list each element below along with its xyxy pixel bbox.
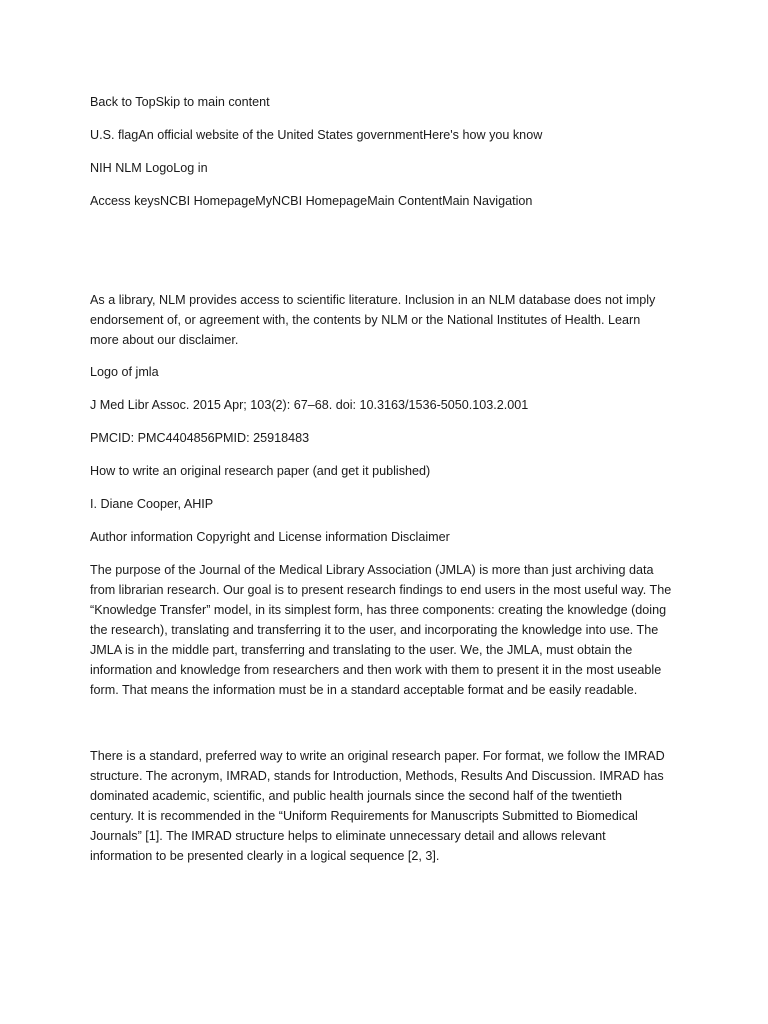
pmid: PMID: 25918483 [214, 431, 310, 445]
paragraph-line: information and knowledge from researchers and then work with them to present it in the most useable [90, 663, 662, 677]
paragraph-line: “Knowledge Transfer” model, in its simplest form, has three components: creating the knowledge (doing [90, 603, 667, 617]
article-author[interactable]: I. Diane Cooper, AHIP [90, 497, 214, 511]
body-paragraph-2 [90, 746, 690, 866]
article-title: How to write an original research paper (and get it published) [90, 464, 431, 478]
paragraph-line: information to be presented clearly in a logical sequence [2, 3]. [90, 849, 440, 863]
official-website-text: An official website of the United States government [138, 128, 423, 142]
paragraph-line: form. That means the information must be in a standard acceptable format and be easily readable. [90, 683, 638, 697]
access-keys-link[interactable]: Access keys [90, 194, 160, 208]
journal-logo[interactable]: Logo of jmla [90, 365, 159, 379]
body-paragraph-1 [90, 560, 690, 700]
article-info-links [90, 527, 690, 547]
disclaimer-line: As a library, NLM provides access to scientific literature. Inclusion in an NLM database does not imply [90, 293, 656, 307]
nih-header-row [90, 158, 690, 178]
skip-links-row [90, 92, 690, 112]
paragraph-line: from librarian research. Our goal is to present research findings to end users in the most useful way. The [90, 583, 672, 597]
nlm-disclaimer [90, 290, 690, 350]
skip-to-main-link[interactable]: Skip to main content [155, 95, 270, 109]
pmcid: PMCID: PMC4404856 [90, 431, 215, 445]
ncbi-homepage-link[interactable]: NCBI Homepage [160, 194, 256, 208]
disclaimer-link[interactable]: Disclaimer [391, 530, 450, 544]
copyright-license-link[interactable]: Copyright and License information [196, 530, 388, 544]
paragraph-line: The purpose of the Journal of the Medical Library Association (JMLA) is more than just archiving data [90, 563, 654, 577]
paragraph-line: There is a standard, preferred way to write an original research paper. For format, we follow the IMRAD [90, 749, 665, 763]
article-ids-row [90, 428, 690, 448]
back-to-top-link[interactable]: Back to Top [90, 95, 156, 109]
log-in-link[interactable]: Log in [173, 161, 208, 175]
disclaimer-line[interactable]: more about our disclaimer. [90, 333, 239, 347]
paragraph-line: century. It is recommended in the “Uniform Requirements for Manuscripts Submitted to Biomedical [90, 809, 638, 823]
us-flag-icon: U.S. flag [90, 128, 139, 142]
author-information-link[interactable]: Author information [90, 530, 193, 544]
paragraph-line: structure. The acronym, IMRAD, stands for Introduction, Methods, Results And Discussion. IMRAD has [90, 769, 664, 783]
disclaimer-line: endorsement of, or agreement with, the contents by NLM or the National Institutes of Health. Learn [90, 313, 641, 327]
paragraph-line: the research), translating and transferring it to the user, and incorporating the knowledge into use. The [90, 623, 659, 637]
myncbi-homepage-link[interactable]: MyNCBI Homepage [255, 194, 368, 208]
how-you-know-button[interactable]: Here's how you know [422, 128, 543, 142]
main-navigation-link[interactable]: Main Navigation [442, 194, 533, 208]
paragraph-line: Journals” [1]. The IMRAD structure helps to eliminate unnecessary detail and allows relevant [90, 829, 606, 843]
citation-line: J Med Libr Assoc. 2015 Apr; 103(2): 67–68. doi: 10.3163/1536-5050.103.2.001 [90, 398, 529, 412]
access-keys-row [90, 191, 690, 211]
main-content-link[interactable]: Main Content [367, 194, 443, 208]
paragraph-line: dominated academic, scientific, and public health journals since the second half of the twentieth [90, 789, 623, 803]
gov-banner-row [90, 125, 690, 145]
nih-nlm-logo[interactable]: NIH NLM Logo [90, 161, 174, 175]
paragraph-line: JMLA is in the middle part, transferring and translating to the user. We, the JMLA, must obtain the [90, 643, 633, 657]
